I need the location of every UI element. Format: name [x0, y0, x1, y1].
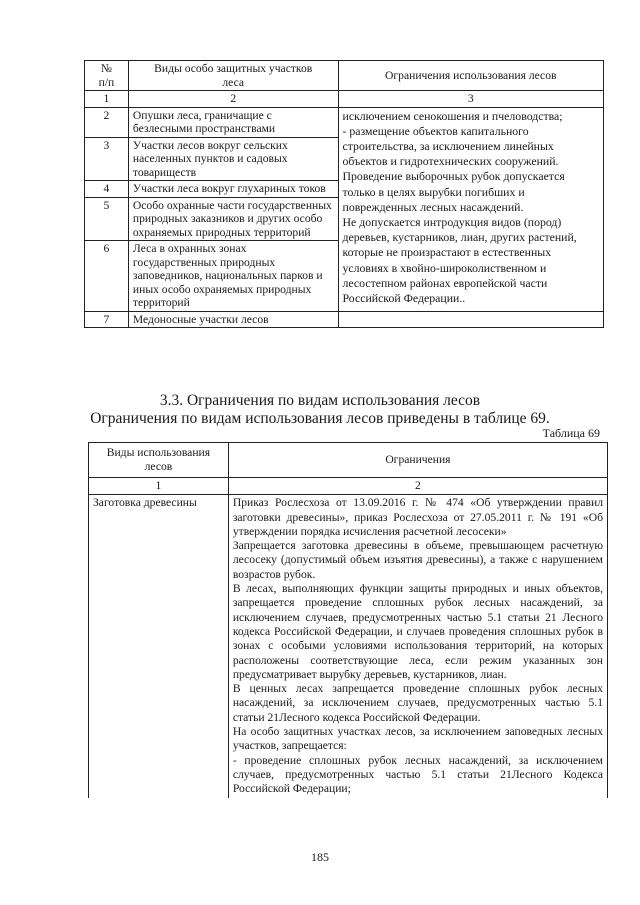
header-restrictions: Ограничения: [228, 443, 607, 478]
restrictions-table-protective-areas: [84, 60, 604, 328]
usage-type-name: Заготовка древесины: [89, 495, 229, 798]
table-row: [85, 107, 604, 137]
row-number: 5: [85, 197, 129, 241]
row-area-name: Опушки леса, граничащие с безлесными пространствами: [128, 107, 338, 137]
column-number-1: 1: [89, 478, 229, 495]
section-title: 3.3. Ограничения по видам использования лесов: [159, 392, 481, 409]
restriction-paragraph: Запрещается заготовка древесины в объеме, превышающем расчетную лесосеку (допустимый объем изъятия древесины), а также с нарушением возрастов рубок.: [232, 539, 603, 581]
row-area-name: Медоносные участки лесов: [128, 311, 338, 328]
row-number: 7: [85, 311, 129, 328]
restriction-paragraph: - проведение сплошных рубок лесных насаждений, за исключением случаев, предусмотренных частью 5.1 статьи 21Лесного Кодекса Российской Федерации;: [232, 753, 603, 796]
table-row: [85, 311, 604, 328]
row-number: 6: [85, 241, 129, 312]
restriction-paragraph: На особо защитных участках лесов, за исключением заповедных лесных участков, запрещается:: [232, 725, 603, 753]
column-number-2: 2: [128, 91, 338, 108]
restriction-paragraph: В ценных лесах запрещается проведение сплошных рубок лесных насаждений, за исключением случаев, предусмотренных частью 5.1 статьи 21Лесного кодекса Российской Федерации.: [232, 682, 603, 724]
table-row: [89, 495, 608, 798]
header-number: № п/п: [85, 61, 129, 91]
usage-restrictions: [228, 495, 607, 798]
header-usage-type: Виды использования лесов: [89, 443, 229, 478]
column-number-2: 2: [228, 478, 607, 495]
page-number: 185: [311, 850, 329, 864]
table-label: Таблица 69: [542, 426, 600, 440]
section-subtitle: Ограничения по видам использования лесов приведены в таблице 69.: [90, 410, 550, 427]
empty-cell: [338, 311, 603, 328]
row-area-name: Леса в охранных зонах государственных природных заповедников, национальных парков и иных особо охраняемых природных территорий: [128, 241, 338, 312]
row-area-name: Участки леса вокруг глухариных токов: [128, 181, 338, 198]
restrictions-text: исключением сенокошения и пчеловодства; - размещение объектов капитального строительства, за исключением линейных объектов и гидротехнических сооружений. Проведение выборочных рубок допускается только в целях вырубки погибших и поврежденных лесных насаждений. Не допускается интродукция видов (пород) деревьев, кустарников, лиан, других растений, которые не произрастают в естественных условиях в хвойно-широколиственном и лесостепном районах европейской части Российской Федерации..: [338, 107, 603, 311]
row-number: 2: [85, 107, 129, 137]
column-number-1: 1: [85, 91, 129, 108]
column-number-3: 3: [338, 91, 603, 108]
restrictions-table-usage-types: [88, 442, 608, 798]
header-restrictions: Ограничения использования лесов: [338, 61, 603, 91]
restriction-paragraph: Приказ Рослесхоза от 13.09.2016 г. № 474 «Об утверждении правил заготовки древесины», приказ Рослесхоза от 27.05.2011 г. № 191 «Об утверждении порядка исчисления расчетной лесосеки»: [232, 496, 603, 538]
restriction-paragraph: В лесах, выполняющих функции защиты природных и иных объектов, запрещается проведение сплошных рубок лесных насаждений, за исключением случаев, предусмотренных частью 5.1 статьи 21 Лесного кодекса Российской Федерации, и случаев проведения сплошных рубок в зонах с особыми условиями использования территорий, на которых расположены соответствующие леса, если режим указанных зон предусматривает вырубку деревьев, кустарников, лиан.: [232, 582, 603, 681]
row-area-name: Участки лесов вокруг сельских населенных пунктов и садовых товариществ: [128, 137, 338, 181]
row-area-name: Особо охранные части государственных природных заказников и других особо охраняемых природных территорий: [128, 197, 338, 241]
header-area-type: Виды особо защитных участков леса: [128, 61, 338, 91]
row-number: 3: [85, 137, 129, 181]
row-number: 4: [85, 181, 129, 198]
